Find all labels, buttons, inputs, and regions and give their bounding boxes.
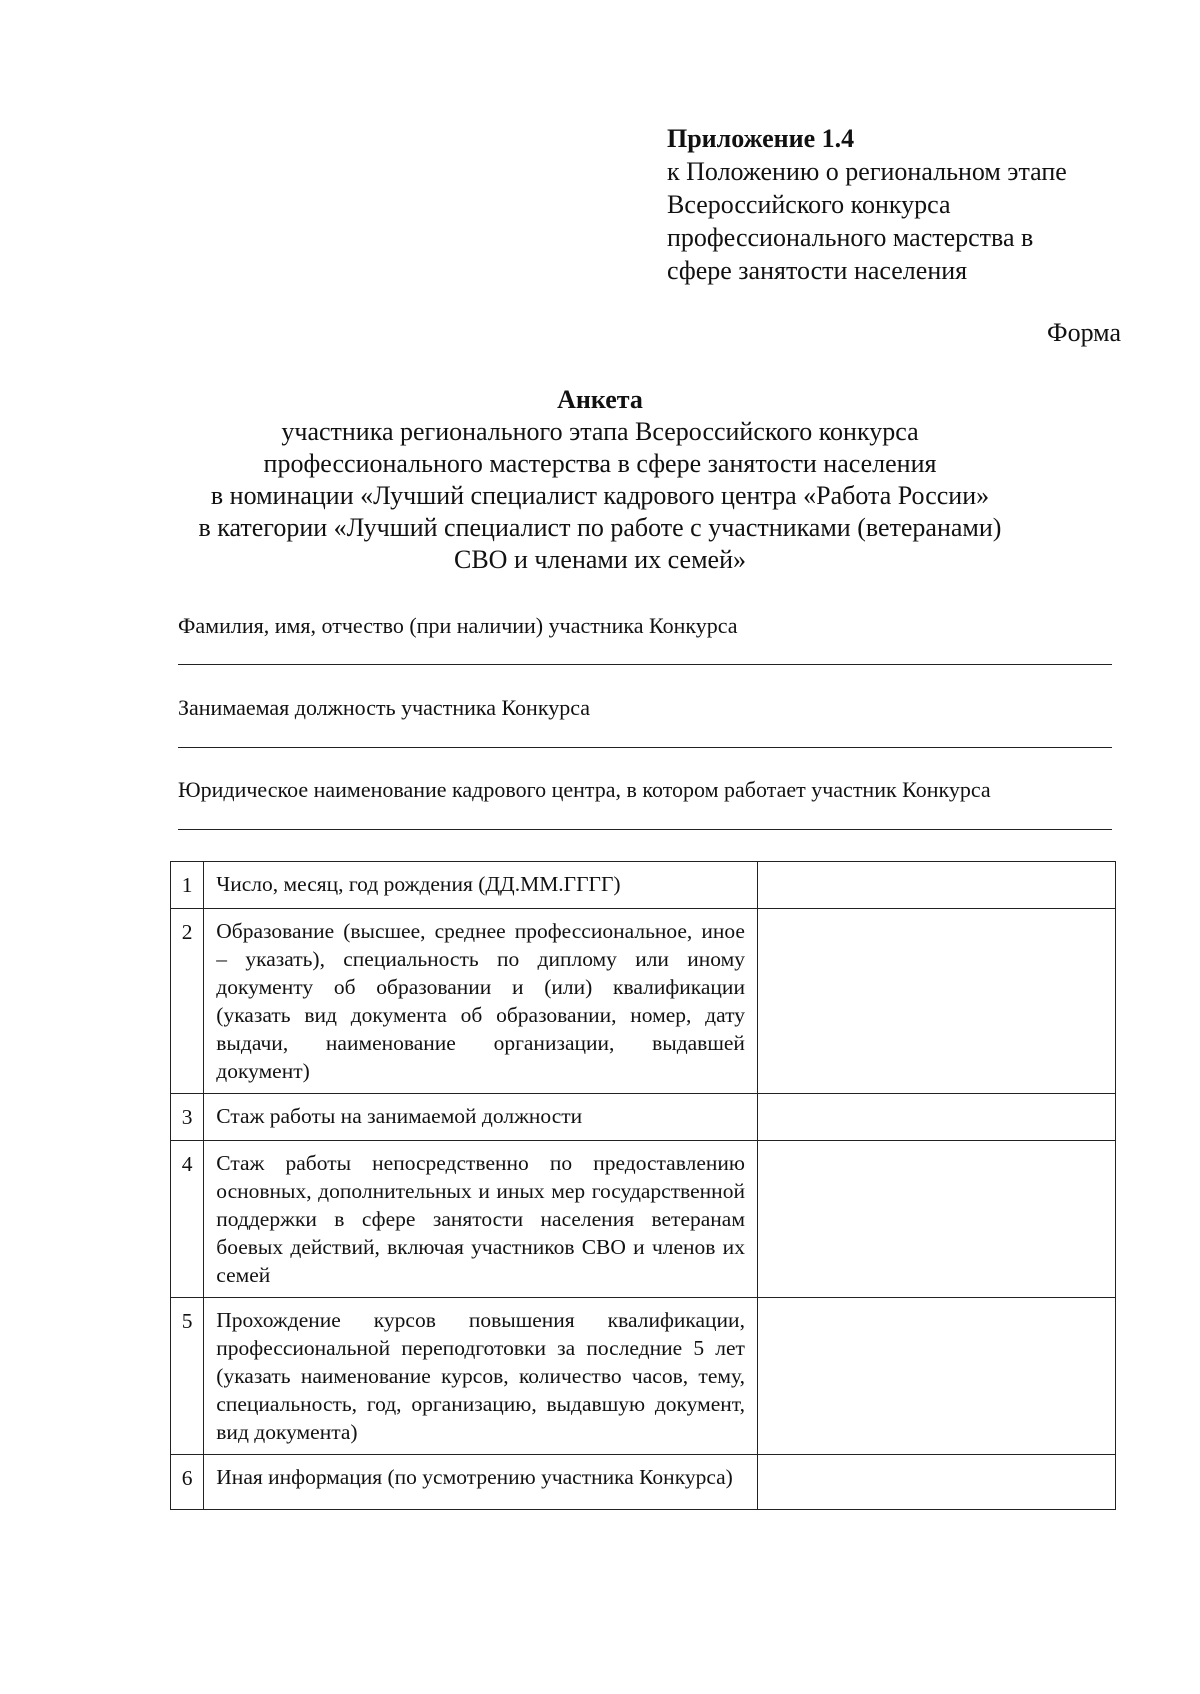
row-number: 1 [171, 862, 204, 909]
field-label: Занимаемая должность участника Конкурса [178, 695, 591, 720]
questionnaire-heading [150, 384, 1050, 576]
row-question: Стаж работы на занимаемой должности [204, 1094, 758, 1141]
row-number: 5 [171, 1298, 204, 1455]
table-row [171, 1298, 1116, 1455]
field-label: Юридическое наименование кадрового центра, в котором работает участник Конкурса [178, 777, 991, 802]
questionnaire-table [170, 861, 1116, 1510]
questionnaire-subtitle-line: СВО и членами их семей» [453, 545, 746, 574]
row-answer-cell[interactable] [757, 909, 1115, 1094]
questionnaire-subtitle-line: участника регионального этапа Всероссийского конкурса [281, 417, 919, 446]
table-row [171, 909, 1116, 1094]
table-row [171, 1455, 1116, 1510]
row-number: 2 [171, 909, 204, 1094]
row-number: 4 [171, 1141, 204, 1298]
row-question: Число, месяц, год рождения (ДД.ММ.ГГГГ) [204, 862, 758, 909]
row-answer-cell[interactable] [757, 1094, 1115, 1141]
full-name-blank-line[interactable] [178, 664, 1112, 665]
row-number: 3 [171, 1094, 204, 1141]
field-full-name [178, 612, 1112, 640]
row-number: 6 [171, 1455, 204, 1510]
appendix-header [667, 122, 1137, 287]
questionnaire-title: Анкета [557, 385, 643, 414]
row-answer-cell[interactable] [757, 1141, 1115, 1298]
questionnaire-subtitle-line: профессионального мастерства в сфере занятости населения [263, 449, 937, 478]
table-row [171, 862, 1116, 909]
appendix-line: профессионального мастерства в [667, 223, 1034, 252]
appendix-line: сфере занятости населения [667, 256, 968, 285]
questionnaire-subtitle-line: в категории «Лучший специалист по работе с участниками (ветеранами) [198, 513, 1002, 542]
row-question: Образование (высшее, среднее профессиональное, иное – указать), специальность по диплому или иному документу об образовании и (или) квалификации (указать вид документа об образовании, номер, дату выдачи, наименование организации, выдавшей документ) [204, 909, 758, 1094]
appendix-line: Всероссийского конкурса [667, 190, 951, 219]
row-question: Иная информация (по усмотрению участника Конкурса) [204, 1455, 758, 1510]
field-position [178, 694, 1112, 722]
table-row [171, 1141, 1116, 1298]
position-blank-line[interactable] [178, 747, 1112, 748]
row-answer-cell[interactable] [757, 1455, 1115, 1510]
form-label: Форма [1047, 318, 1121, 347]
questionnaire-subtitle-line: в номинации «Лучший специалист кадрового центра «Работа России» [210, 481, 990, 510]
appendix-title: Приложение 1.4 [667, 124, 855, 153]
row-answer-cell[interactable] [757, 1298, 1115, 1455]
row-question: Стаж работы непосредственно по предоставлению основных, дополнительных и иных мер государственной поддержки в сфере занятости населения ветеранам боевых действий, включая участников СВО и членов их семей [204, 1141, 758, 1298]
appendix-line: к Положению о региональном этапе [667, 157, 1067, 186]
field-employment-center [178, 776, 1112, 804]
field-label: Фамилия, имя, отчество (при наличии) участника Конкурса [178, 613, 738, 638]
employment-center-blank-line[interactable] [178, 829, 1112, 830]
row-question: Прохождение курсов повышения квалификации, профессиональной переподготовки за последние 5 лет (указать наименование курсов, количество часов, тему, специальность, год, организацию, выдавшую документ, вид документа) [204, 1298, 758, 1455]
row-answer-cell[interactable] [757, 862, 1115, 909]
table-row [171, 1094, 1116, 1141]
